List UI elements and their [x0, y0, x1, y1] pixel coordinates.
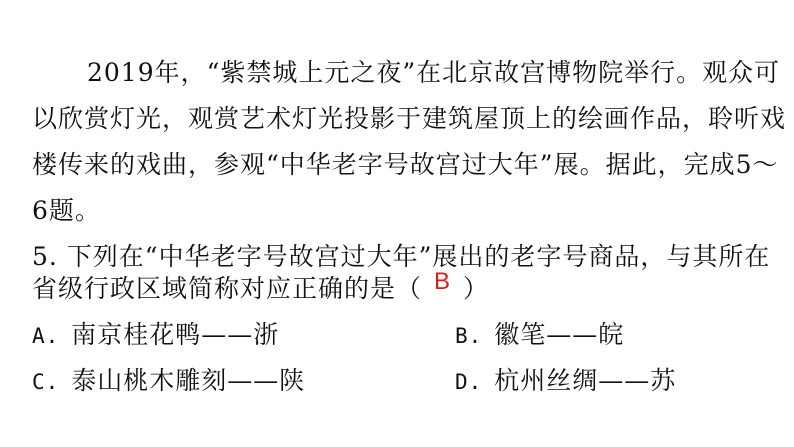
passage-line-4: 6题。: [32, 196, 101, 225]
option-letter: C.: [32, 370, 60, 394]
option-text: 徽笔——皖: [494, 320, 625, 349]
question-stem-line-1: 5. 下列在“中华老字号故宫过大年”展出的老字号商品，与其所在: [32, 242, 771, 271]
option-d[interactable]: [455, 364, 676, 399]
passage-line-1: 2019年，“紫禁城上元之夜”在北京故宫博物院举行。观众可: [87, 58, 781, 87]
option-text: 杭州丝绸——苏: [494, 366, 677, 395]
option-text: 南京桂花鸭——浙: [71, 320, 280, 349]
option-letter: D.: [455, 370, 483, 394]
option-text: 泰山桃木雕刻——陕: [71, 366, 306, 395]
option-letter: B.: [455, 324, 483, 348]
option-a[interactable]: [32, 318, 279, 353]
question-stem-line-2: [32, 268, 490, 307]
option-b[interactable]: [455, 318, 624, 353]
passage-line-3: 楼传来的戏曲，参观“中华老字号故宫过大年”展。据此，完成5～: [32, 150, 779, 179]
option-letter: A.: [32, 324, 60, 348]
passage-line-2: 以欣赏灯光，观赏艺术灯光投影于建筑屋顶上的绘画作品，聆听戏: [32, 104, 787, 133]
option-c[interactable]: [32, 364, 305, 399]
question-stem-close: ）: [463, 274, 490, 303]
answer-mark: B: [434, 268, 452, 295]
question-stem-text: 省级行政区域简称对应正确的是（: [32, 274, 423, 303]
